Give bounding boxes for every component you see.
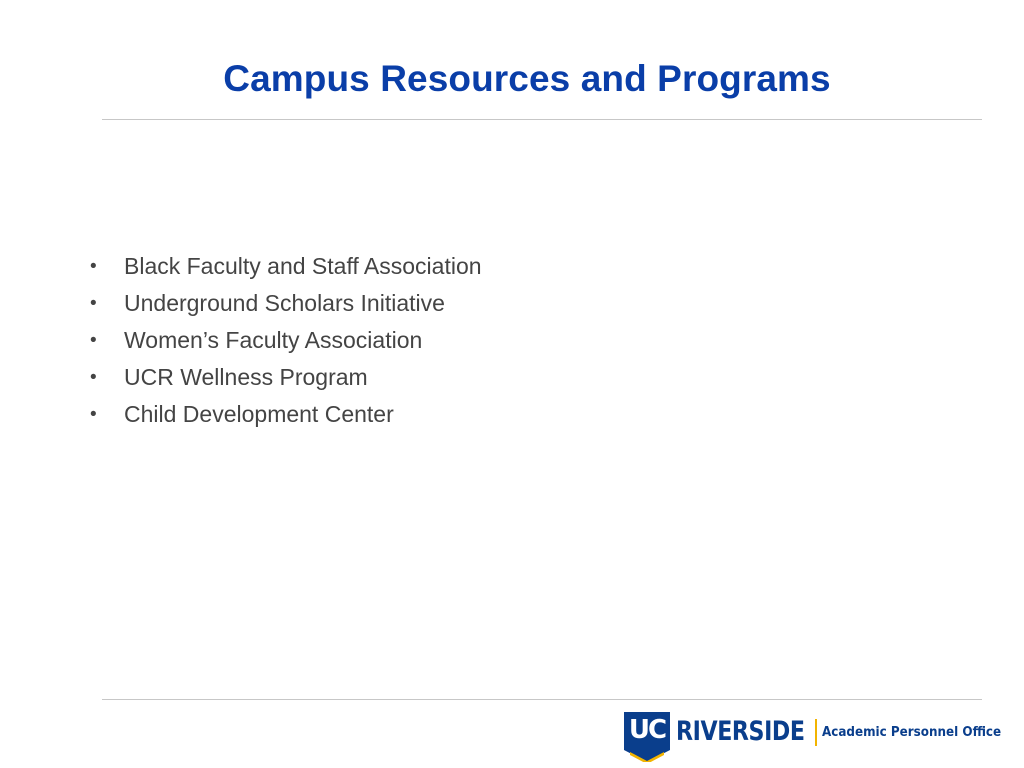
logo-uc-text: UC [628,715,666,745]
list-item [88,323,482,360]
slide-title: Campus Resources and Programs [223,58,831,99]
title-divider [102,119,982,120]
logo-riverside-text: RIVERSIDE [676,716,805,747]
list-item-text: Black Faculty and Staff Association [124,253,482,279]
bullet-icon: • [90,330,97,351]
bullet-icon: • [90,367,97,388]
footer-divider [102,699,982,700]
list-item-text: Women’s Faculty Association [124,327,423,353]
list-item [88,286,482,323]
bullet-icon: • [90,404,97,425]
list-item-text: Child Development Center [124,401,394,427]
uc-riverside-logo [624,712,1002,764]
list-item [88,360,482,397]
logo-department-text: Academic Personnel Office [822,725,1002,740]
bullet-icon: • [90,256,97,277]
bullet-list [88,249,482,434]
list-item-text: UCR Wellness Program [124,364,368,390]
bullet-icon: • [90,293,97,314]
list-item-text: Underground Scholars Initiative [124,290,445,316]
list-item [88,397,482,434]
list-item [88,249,482,286]
logo-divider [815,719,817,746]
